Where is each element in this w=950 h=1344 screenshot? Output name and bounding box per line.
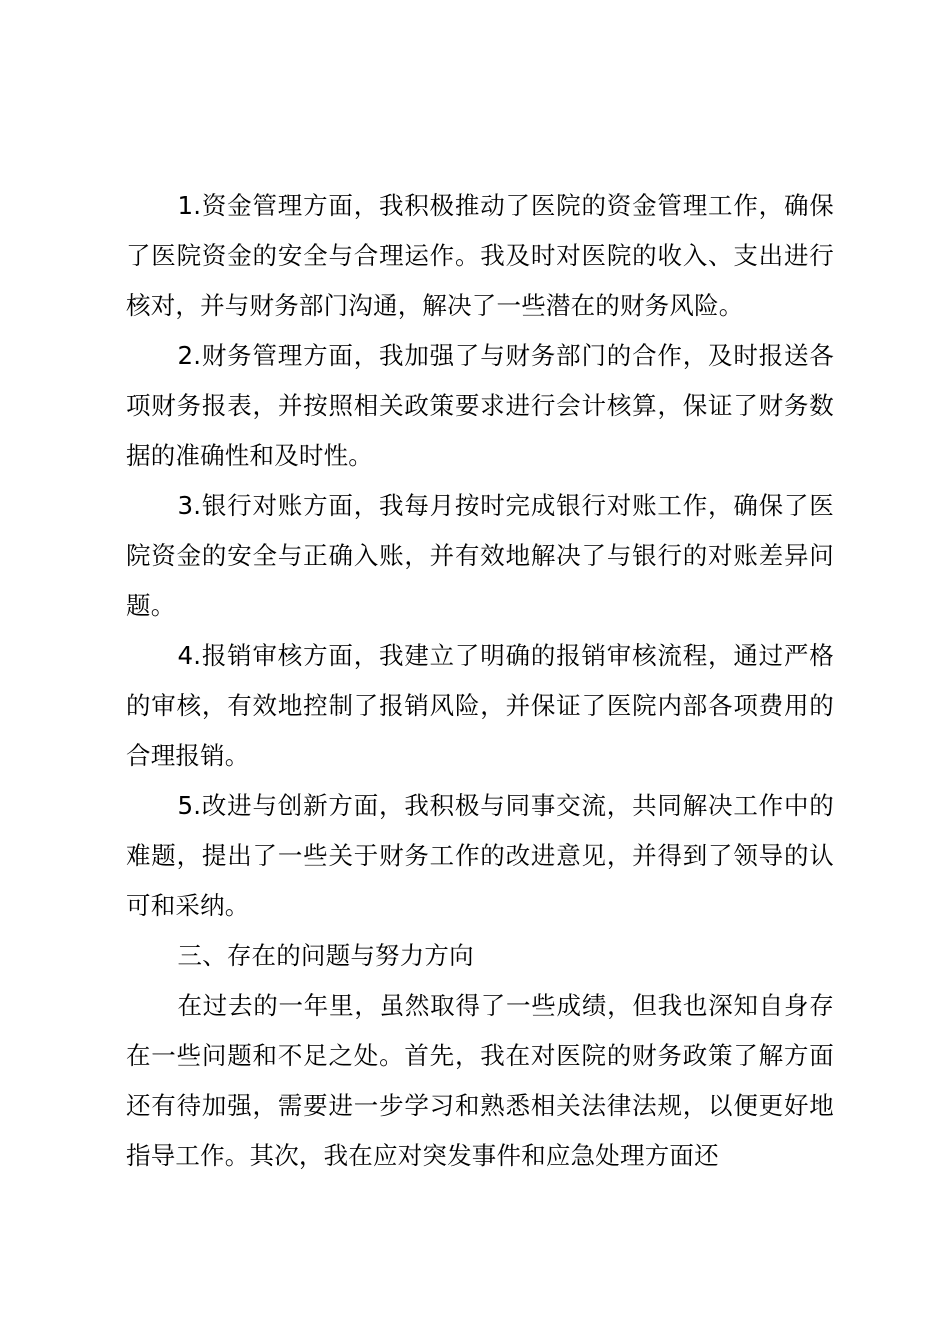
- paragraph-bank-reconciliation: 3.银行对账方面，我每月按时完成银行对账工作，确保了医院资金的安全与正确入账，并有效地解决了与银行的对账差异问题。: [126, 491, 834, 620]
- section-heading-problems: 三、存在的问题与努力方向: [177, 941, 474, 970]
- paragraph-financial-management: 2.财务管理方面，我加强了与财务部门的合作，及时报送各项财务报表，并按照相关政策要求进行会计核算，保证了财务数据的准确性和及时性。: [126, 341, 834, 470]
- paragraph-problems: 在过去的一年里，虽然取得了一些成绩，但我也深知自身存在一些问题和不足之处。首先，我在对医院的财务政策了解方面还有待加强，需要进一步学习和熟悉相关法律法规，以便更好地指导工作。其次，我在应对突发事件和应急处理方面还: [126, 991, 834, 1170]
- document-body: [126, 181, 834, 1181]
- paragraph-fund-management: 1.资金管理方面，我积极推动了医院的资金管理工作，确保了医院资金的安全与合理运作。我及时对医院的收入、支出进行核对，并与财务部门沟通，解决了一些潜在的财务风险。: [126, 191, 834, 320]
- paragraph-improvement-innovation: 5.改进与创新方面，我积极与同事交流，共同解决工作中的难题，提出了一些关于财务工作的改进意见，并得到了领导的认可和采纳。: [126, 791, 834, 920]
- paragraph-reimbursement-review: 4.报销审核方面，我建立了明确的报销审核流程，通过严格的审核，有效地控制了报销风险，并保证了医院内部各项费用的合理报销。: [126, 641, 834, 770]
